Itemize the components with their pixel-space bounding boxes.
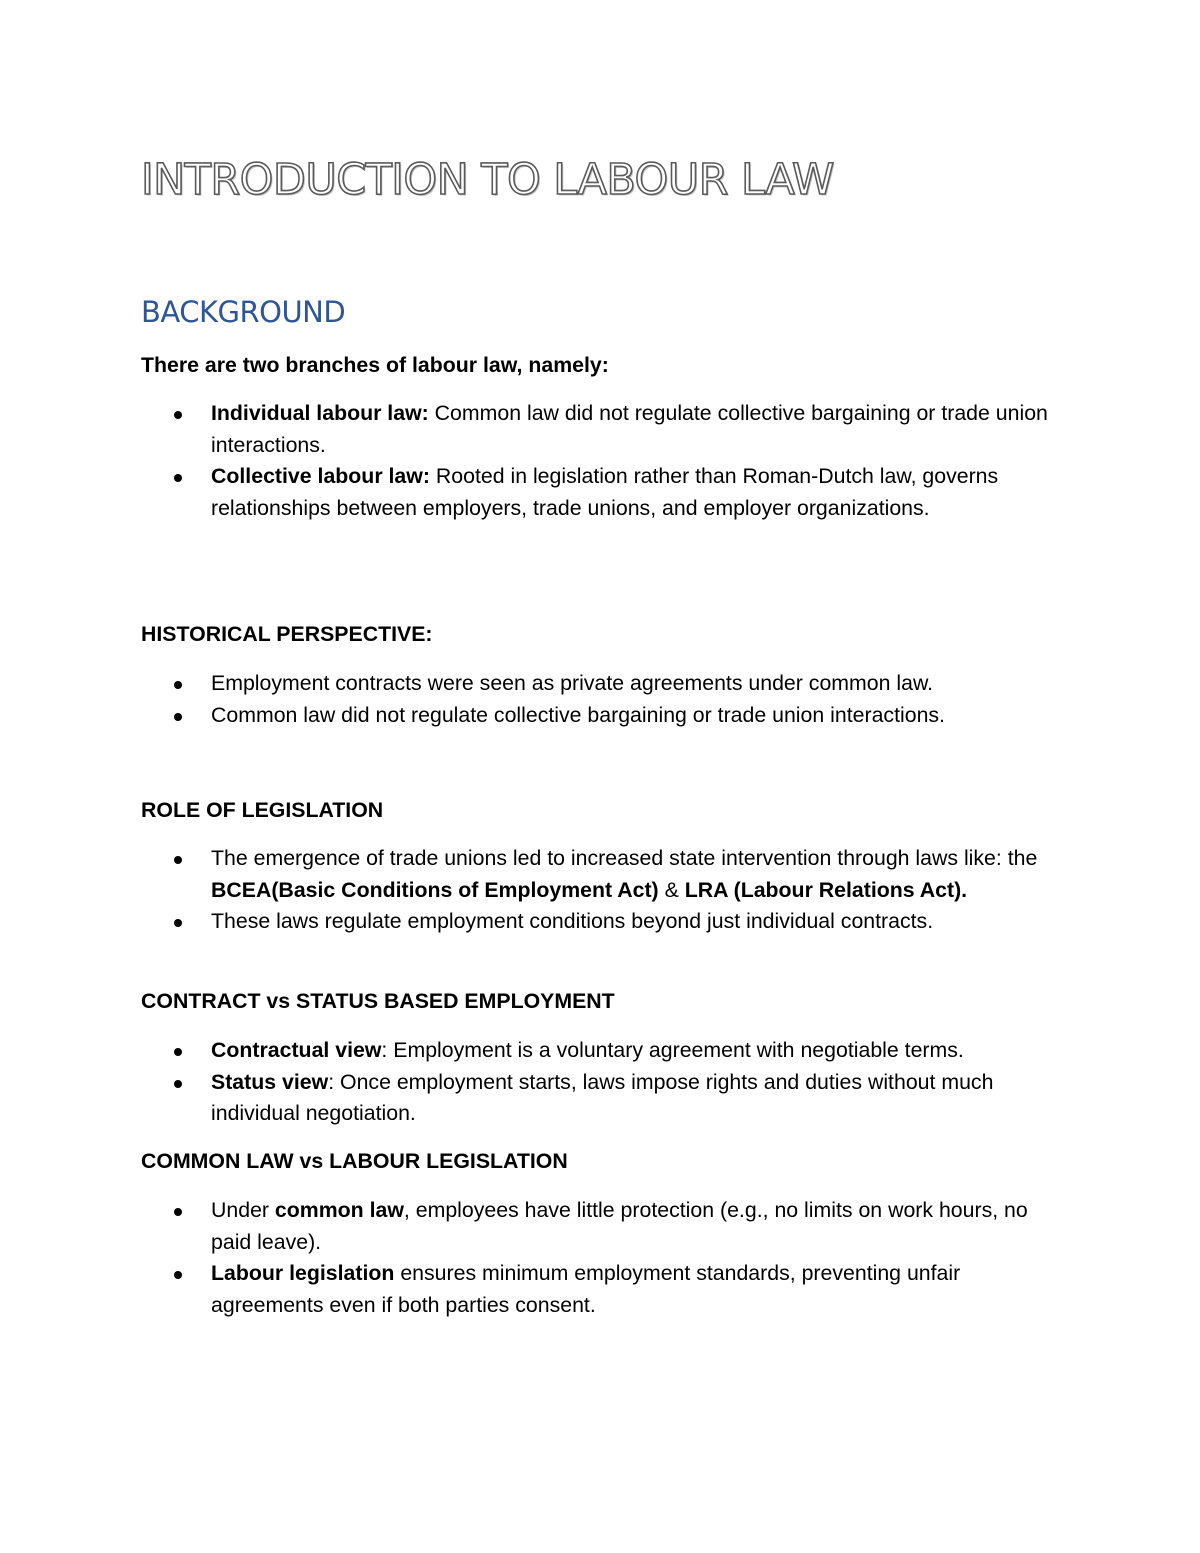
legislation-section (141, 794, 1061, 826)
list-item (141, 843, 1061, 906)
document-title: INTRODUCTION TO LABOUR LAW (141, 155, 834, 205)
legislation-list (141, 843, 1061, 938)
item-text: Under (211, 1198, 275, 1222)
bullet-icon (174, 713, 182, 721)
list-item (141, 461, 1061, 524)
item-text: Common law did not regulate collective bargaining or trade union interactions. (211, 702, 945, 727)
item-text: Rooted in legislation rather than Roman-Dutch law, governs relationships between employers, trade unions, and employer organizations. (211, 464, 999, 520)
list-item (141, 1195, 1061, 1258)
bullet-icon (174, 1080, 182, 1088)
item-term: Status view (211, 1069, 329, 1094)
bcea-term: BCEA(Basic Conditions of Employment Act) (211, 877, 659, 902)
item-text: The emergence of trade unions led to increased state intervention through laws like: the (211, 846, 1038, 870)
item-text: These laws regulate employment conditions beyond just individual contracts. (211, 909, 934, 933)
item-term: Individual labour law: (211, 401, 429, 425)
bullet-icon (174, 1048, 182, 1056)
item-term: Contractual view (211, 1038, 382, 1062)
item-text: ensures minimum employment standards, preventing unfair agreements even if both parties consent. (211, 1261, 961, 1317)
item-text: , employees have little protection (e.g., no limits on work hours, no paid leave). (211, 1198, 1028, 1254)
bullet-icon (174, 681, 182, 689)
historical-section (141, 618, 1061, 650)
list-item (141, 1258, 1061, 1321)
common-law-heading: COMMON LAW vs LABOUR LEGISLATION (141, 1149, 568, 1173)
background-section (141, 349, 1061, 381)
lra-term: LRA (Labour Relations Act). (684, 877, 968, 902)
item-text: Common law did not regulate collective bargaining or trade union interactions. (211, 401, 1048, 457)
item-term: Collective labour law: (211, 464, 430, 488)
background-list (141, 398, 1061, 524)
bullet-icon (174, 1208, 182, 1216)
common-law-list (141, 1195, 1061, 1321)
item-text: & (658, 877, 685, 902)
bullet-icon (174, 1271, 182, 1279)
contract-status-heading: CONTRACT vs STATUS BASED EMPLOYMENT (141, 989, 615, 1013)
historical-list (141, 668, 1061, 731)
historical-heading: HISTORICAL PERSPECTIVE: (141, 622, 433, 646)
item-term: Labour legislation (211, 1261, 395, 1285)
item-text: : Employment is a voluntary agreement with negotiable terms. (381, 1038, 964, 1062)
bullet-icon (174, 919, 182, 927)
list-item (141, 668, 1061, 700)
item-text: : Once employment starts, laws impose rights and duties without much individual negotiation. (211, 1069, 994, 1125)
list-item (141, 1035, 1061, 1067)
background-intro: There are two branches of labour law, namely: (141, 353, 609, 377)
item-text: Employment contracts were seen as private agreements under common law. (211, 671, 934, 695)
bullet-icon (174, 474, 182, 482)
contract-status-list (141, 1035, 1061, 1130)
bullet-icon (174, 411, 182, 419)
list-item (141, 906, 1061, 938)
list-item (141, 1067, 1061, 1130)
legislation-heading: ROLE OF LEGISLATION (141, 798, 384, 822)
item-term: common law (274, 1198, 404, 1222)
list-item (141, 398, 1061, 461)
contract-status-section (141, 985, 1061, 1017)
list-item (141, 700, 1061, 732)
background-heading: BACKGROUND (141, 295, 346, 329)
bullet-icon (174, 856, 182, 864)
common-law-section (141, 1145, 1061, 1177)
